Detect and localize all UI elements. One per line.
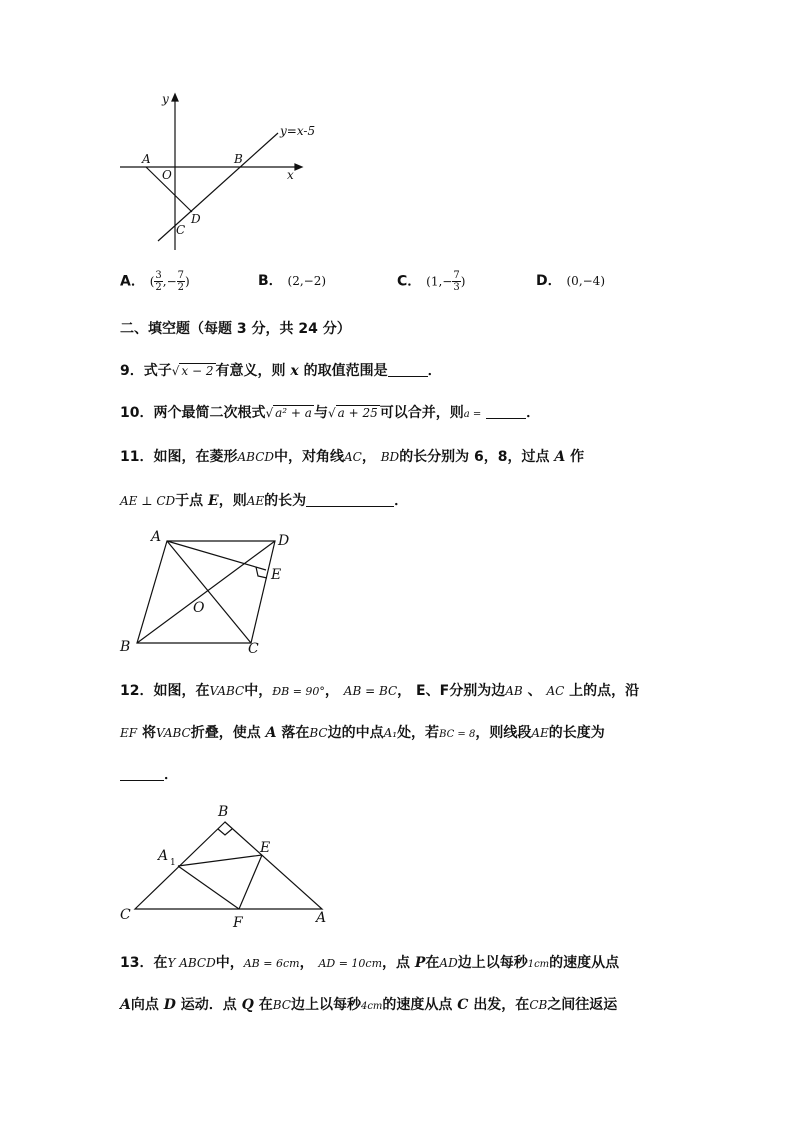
point-E-label: E (260, 840, 271, 856)
point-B-label: B (218, 804, 229, 820)
point-B-label: B (234, 152, 243, 166)
answer-blank-12[interactable] (120, 780, 164, 781)
point-A-label: A (151, 529, 162, 545)
diagonal-AC (167, 541, 251, 643)
question-9: 9．式子√ x − 2 有意义，则 x 的取值范围是 ． (120, 363, 442, 379)
point-D-label: D (278, 533, 290, 549)
figure-folded-triangle (110, 798, 340, 933)
segment-AE (167, 541, 266, 570)
x-axis-arrow (295, 164, 302, 170)
figure-line-graph (110, 85, 340, 255)
point-D-label: D (191, 212, 201, 226)
option-b[interactable] (258, 270, 326, 290)
sqrt-expression: √ a + 25 (327, 406, 378, 420)
point-C-label: C (176, 223, 186, 237)
question-11-line-2: AE ⊥ CD于点 E，则AE的长为 ． (120, 493, 409, 509)
option-a-letter: A． (120, 273, 145, 290)
point-A-label: A (316, 910, 327, 926)
point-A-label: A (142, 152, 151, 166)
fold-line-EF (239, 855, 262, 909)
line-equation-label: y=x-5 (280, 124, 316, 138)
answer-blank-9[interactable] (388, 376, 428, 377)
sqrt-expression: √ a² + a (265, 406, 312, 420)
question-12-line-1: 12．如图，在VABC中，ÐB = 90°， AB = BC， E、F分别为边AB 、 AC 上的点，沿 (120, 683, 640, 699)
question-11-line-1: 11．如图，在菱形ABCD中，对角线AC， BD的长分别为 6，8，过点 A 作 (120, 449, 585, 465)
option-d[interactable] (536, 270, 605, 290)
segment-A1F (178, 866, 239, 909)
point-B-label: B (120, 639, 131, 655)
question-12-line-2: EF 将VABC折叠，使点 A 落在BC边的中点A₁处，若BC = 8，则线段AE的长度为 (120, 725, 605, 741)
answer-blank-11[interactable] (306, 506, 394, 507)
option-b-value: (2,−2) (287, 274, 327, 288)
right-angle-mark (218, 829, 232, 835)
y-axis-arrow (172, 94, 178, 101)
section-title: 二、填空题（每题 3 分，共 24 分） (120, 321, 351, 337)
point-F-label: F (233, 915, 243, 931)
question-13-line-2: A向点 D 运动．点 Q 在BC边上以每秒4cm的速度从点 C 出发，在CB之间往返运 (120, 997, 618, 1013)
option-d-value: (0,−4) (566, 274, 606, 288)
point-O-label: O (193, 600, 205, 616)
question-13-line-1: 13．在Y ABCD中，AB = 6cm， AD = 10cm，点 P在AD边上以每秒1cm的速度从点 (120, 955, 620, 971)
x-axis-label: x (287, 168, 294, 182)
option-c-letter: C． (397, 273, 422, 290)
question-10: 10．两个最简二次根式√ a² + a 与√ a + 25 可以合并，则a = ． (120, 405, 541, 421)
option-c[interactable]: C． (1,− $\frac{7}{3}$ ) (397, 270, 466, 293)
sqrt-expression: √ x − 2 (171, 364, 214, 378)
point-A1-label: A (158, 848, 169, 864)
question-12-line-3: ． (120, 764, 178, 784)
point-C-label: C (248, 641, 259, 657)
fraction: $\frac{7}{2}$ (177, 270, 185, 293)
answer-blank-10[interactable] (486, 418, 526, 419)
point-E-label: E (271, 567, 282, 583)
point-C-label: C (120, 907, 131, 923)
segment-A1E (178, 855, 262, 866)
point-O-label: O (162, 168, 172, 182)
point-A1-subscript: 1 (170, 858, 176, 868)
option-d-letter: D． (536, 273, 562, 289)
y-axis-label: y (162, 92, 169, 106)
option-b-letter: B． (258, 273, 283, 289)
fraction: $\frac{7}{3}$ (453, 270, 460, 293)
triangle-ABC (135, 822, 322, 909)
figure-rhombus (115, 525, 305, 660)
fraction: $\frac{3}{2}$ (155, 270, 162, 293)
option-a[interactable]: A． ( $\frac{3}{2}$ ,− $\frac{7}{2}$ ) (120, 270, 190, 293)
